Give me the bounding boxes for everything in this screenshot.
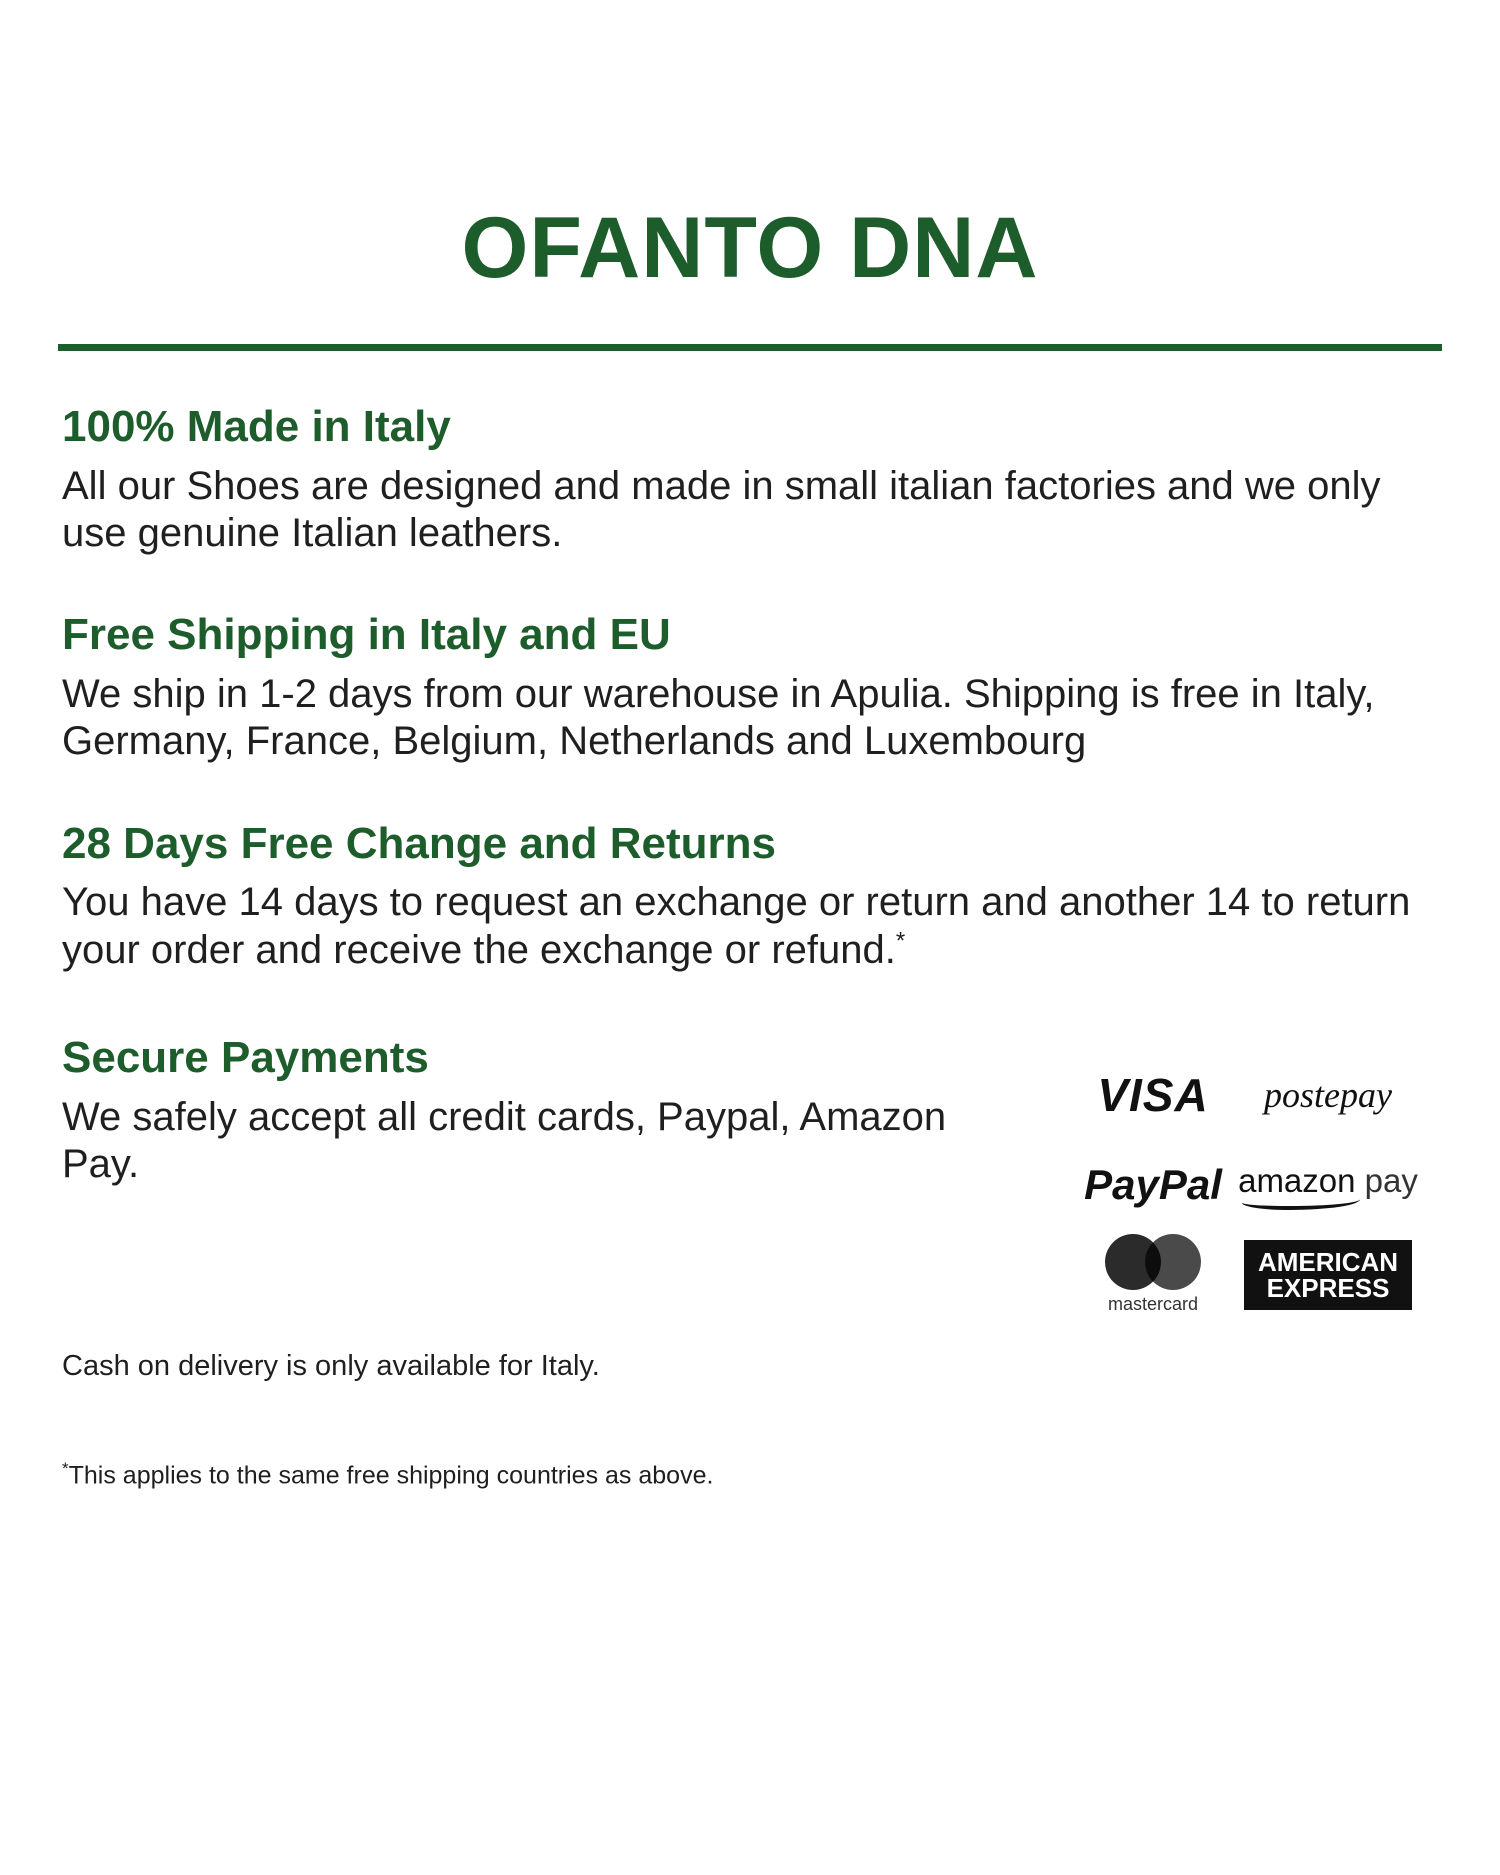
section-body	[62, 879, 1438, 973]
paypal-icon	[1084, 1154, 1222, 1216]
page-title: OFANTO DNA	[461, 200, 1039, 296]
cash-on-delivery-note: Cash on delivery is only available for Italy.	[62, 1349, 600, 1382]
amazon-pay-logo-label: amazon	[1238, 1161, 1356, 1199]
american-express-icon	[1244, 1244, 1412, 1306]
amazon-swoosh-icon	[1242, 1192, 1361, 1210]
visa-logo-label: VISA	[1097, 1068, 1209, 1121]
postepay-icon	[1264, 1064, 1392, 1126]
mastercard-circles-icon	[1105, 1234, 1201, 1290]
postepay-logo-label: postepay	[1264, 1074, 1392, 1115]
section-heading: Secure Payments	[62, 1032, 429, 1082]
returns-footnote-marker: *	[895, 927, 906, 955]
section-body: All our Shoes are designed and made in small italian factories and we only use genuine Italian leathers.	[62, 463, 1381, 556]
mastercard-icon	[1105, 1244, 1201, 1315]
section-made-in-italy	[62, 401, 1438, 557]
footnote-marker: *	[62, 1458, 69, 1478]
amex-logo-label2: EXPRESS	[1266, 1272, 1390, 1303]
footnote-text: This applies to the same free shipping countries as above.	[68, 1461, 714, 1490]
section-body-text: You have 14 days to request an exchange or return and another 14 to return your order and receive the exchange or refund.	[62, 880, 1411, 972]
section-heading: 28 Days Free Change and Returns	[62, 818, 777, 868]
section-returns	[62, 818, 1438, 974]
secure-payments-block	[62, 1032, 1438, 1315]
section-secure-payments	[62, 1032, 962, 1188]
page-footnote	[62, 1459, 1438, 1490]
section-heading: 100% Made in Italy	[62, 402, 451, 451]
paypal-logo-label: PayPal	[1084, 1160, 1222, 1208]
title-divider	[58, 344, 1442, 351]
amazon-pay-icon	[1238, 1154, 1418, 1216]
payment-logos	[1068, 1032, 1438, 1315]
amex-logo-label: AMERICAN	[1257, 1246, 1399, 1277]
amazon-pay-logo-label2: pay	[1364, 1161, 1418, 1199]
section-heading: Free Shipping in Italy and EU	[62, 610, 671, 660]
mastercard-logo-label: mastercard	[1107, 1294, 1199, 1315]
section-free-shipping	[62, 609, 1438, 765]
section-body: We ship in 1-2 days from our warehouse in Apulia. Shipping is free in Italy, Germany, France, Belgium, Netherlands and Luxembourg	[62, 672, 1375, 764]
section-body: We safely accept all credit cards, Paypal, Amazon Pay.	[62, 1094, 947, 1186]
visa-icon	[1097, 1064, 1208, 1126]
